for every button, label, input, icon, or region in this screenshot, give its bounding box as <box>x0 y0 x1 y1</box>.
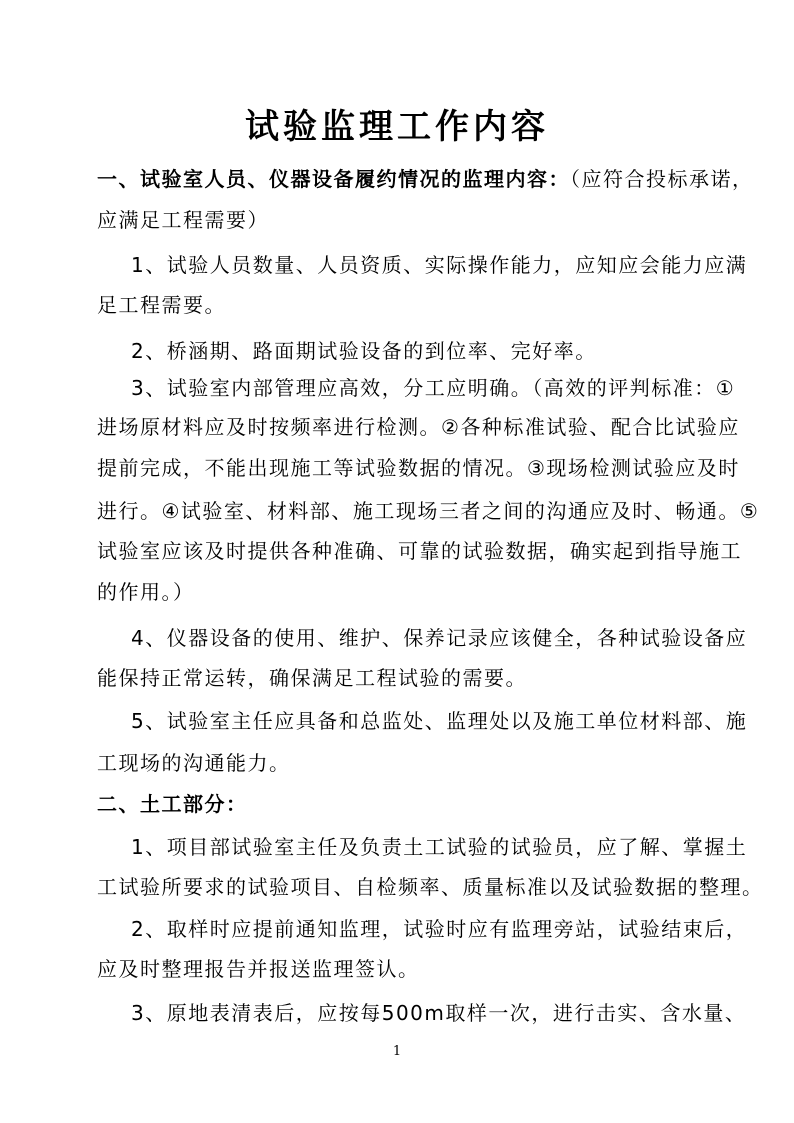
section-heading: 二、土工部分： <box>97 792 248 816</box>
text-line: 2、取样时应提前通知监理，试验时应有监理旁站，试验结束后， <box>131 917 748 941</box>
text-line: 的作用。） <box>97 580 195 604</box>
page-number: 1 <box>392 1044 402 1059</box>
text-line: 1、项目部试验室主任及负责土工试验的试验员，应了解、掌握土 <box>131 835 748 859</box>
document-title: 试验监理工作内容 <box>245 107 549 147</box>
text-line <box>97 165 754 193</box>
text-line: 4、仪器设备的使用、维护、保养记录应该健全，各种试验设备应 <box>131 626 748 650</box>
text-line: 应及时整理报告并报送监理签认。 <box>97 957 420 981</box>
text-line: 足工程需要。 <box>97 293 226 317</box>
text-line: 工现场的沟通能力。 <box>97 751 291 775</box>
text-line: 1、试验人员数量、人员资质、实际操作能力，应知应会能力应满 <box>131 253 748 277</box>
text-line: 能保持正常运转，确保满足工程试验的需要。 <box>97 666 527 690</box>
text-line: 工试验所要求的试验项目、自检频率、质量标准以及试验数据的整理。 <box>97 875 764 899</box>
text-line: 3、原地表清表后，应按每500m取样一次，进行击实、含水量、 <box>131 1001 747 1025</box>
text-segment: （应符合投标承诺， <box>570 167 754 191</box>
text-line: 3、试验室内部管理应高效，分工应明确。（高效的评判标准：① <box>131 376 736 400</box>
section-heading: 一、试验室人员、仪器设备履约情况的监理内容： <box>97 167 570 191</box>
text-line: 进场原材料应及时按频率进行检测。②各种标准试验、配合比试验应 <box>97 415 740 439</box>
text-line: 提前完成，不能出现施工等试验数据的情况。③现场检测试验应及时 <box>97 456 740 480</box>
text-line: 5、试验室主任应具备和总监处、监理处以及施工单位材料部、施 <box>131 709 748 733</box>
text-line: 2、桥涵期、路面期试验设备的到位率、完好率。 <box>131 339 597 363</box>
text-line: 试验室应该及时提供各种准确、可靠的试验数据，确实起到指导施工 <box>97 539 742 563</box>
text-line: 进行。④试验室、材料部、施工现场三者之间的沟通应及时、畅通。⑤ <box>97 499 760 523</box>
text-line: 应满足工程需要） <box>97 208 269 232</box>
